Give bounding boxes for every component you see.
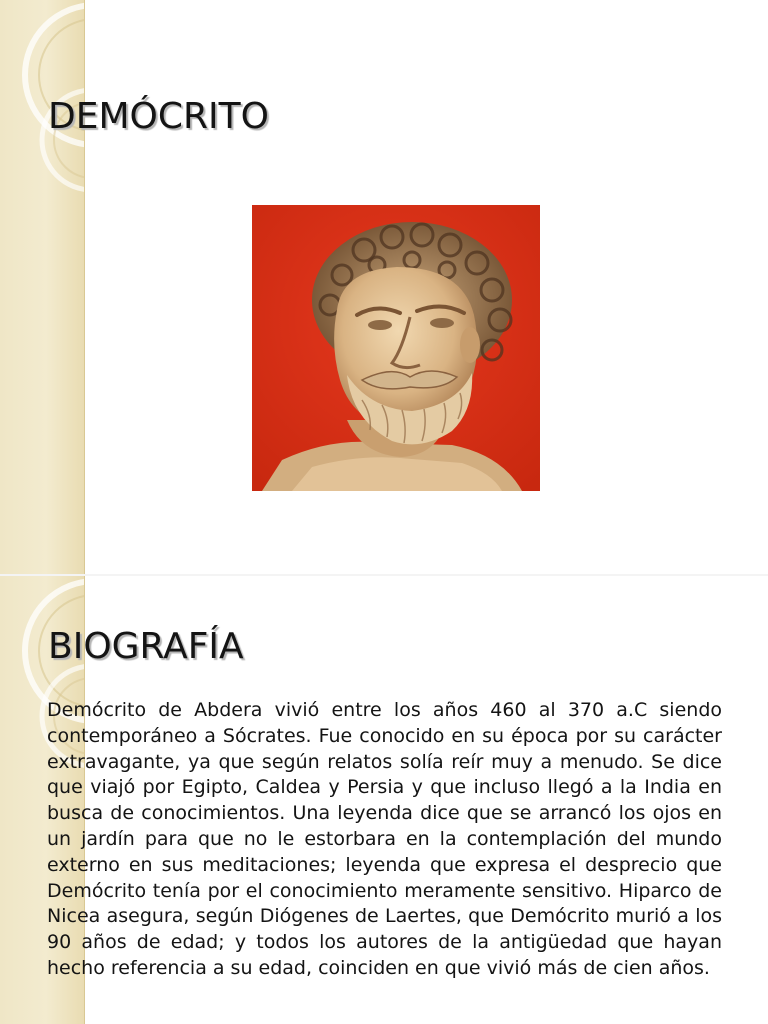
section-title: BIOGRAFÍA [48, 626, 244, 667]
page-title: DEMÓCRITO [48, 96, 269, 137]
decorative-side-strip [0, 0, 85, 576]
biography-text: Demócrito de Abdera vivió entre los años 460 al 370 a.C siendo contemporáneo a Sócrates. Fue conocido en su época por su carácter extravagante, ya que según relatos solía reír muy a menudo. Se dice que viajó por Egipto, Caldea y Persia y que incluso llegó a la India en busca de conocimientos. Una leyenda dice que se arrancó los ojos en un jardín para que no le estorbara en la contemplación del mundo externo en sus meditaciones; leyenda que expresa el desprecio que Demócrito tenía por el conocimiento meramente sensitivo. Hiparco de Nicea asegura, según Diógenes de Laertes, que Demócrito murió a los 90 años de edad; y todos los autores de la antigüedad que hayan hecho referencia a su edad, coinciden en que vivió más de cien años. [47, 699, 722, 979]
democritus-portrait [252, 205, 540, 491]
decorative-circles [0, 0, 84, 576]
slide-biografia [0, 576, 768, 1024]
